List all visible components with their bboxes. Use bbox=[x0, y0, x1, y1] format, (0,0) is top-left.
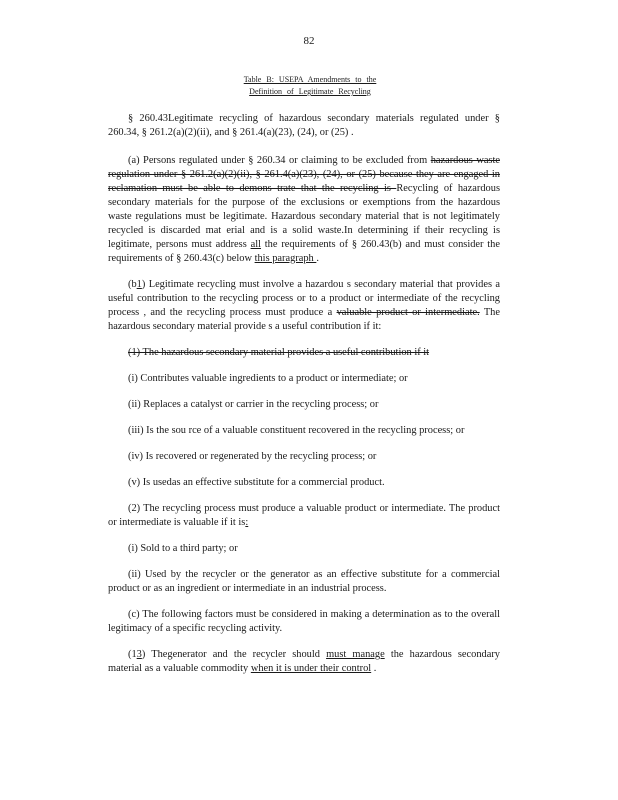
item-iii: (iii) Is the sou rce of a valuable constituent recovered in the recycling process; or bbox=[128, 425, 465, 436]
paragraph-b-text: ) Legitimate recycling must involve a hazardou s secondary material that provides a useful contribution to the recycling process or to a product or intermediate of the recycling process , and the recycling process must produce a bbox=[108, 279, 500, 318]
paragraph-a-text: (a) Persons regulated under § 260.34 or claiming to be excluded from bbox=[128, 155, 431, 166]
paragraph-2 bbox=[108, 502, 500, 530]
deleted-item-1 bbox=[108, 346, 500, 360]
paragraph-c1-open: (1 bbox=[128, 649, 137, 660]
paragraph-c1-underlined-must-manage: must manage bbox=[326, 649, 385, 660]
paragraph-c1-end: . bbox=[371, 663, 377, 674]
paragraph-c1-text: ) Thegenerator and the recycler should bbox=[141, 649, 327, 660]
item-ii: (ii) Replaces a catalyst or carrier in the recycling process; or bbox=[128, 399, 379, 410]
paragraph-c1-underlined-control: when it is under their control bbox=[250, 663, 372, 674]
paragraph-c1-underlined-3: 3 bbox=[136, 649, 142, 660]
paragraph-c1-text-2: the hazardous secondary material as a valuable commodity bbox=[108, 649, 500, 674]
paragraph-a bbox=[108, 154, 500, 266]
section-title-paragraph: § 260.43Legitimate recycling of hazardous secondary materials regulated under § 260.34, § 261.2(a)(2)(ii), and § 261.4(a)(23), (24), or (25) . bbox=[108, 113, 500, 138]
paragraph-a-end: . bbox=[316, 253, 319, 264]
item-sold: (i) Sold to a third party; or bbox=[128, 543, 238, 554]
paragraph-b bbox=[108, 278, 500, 334]
paragraph-c1 bbox=[108, 648, 500, 676]
paragraph-a-inserted-text: Recycling of hazardous secondary materials for the purpose of the exclusions or exemptions from the hazardous waste regulations must be legitimate. Hazardous secondary material that is not legitimately recycled is discarded mat erial and is a solid waste.In determining if their recycling is legitimate, persons must address bbox=[108, 183, 500, 250]
paragraph-a-text-2: the requirements of § 260.43(b) and must consider the requirements of § 260.43(c) below bbox=[108, 239, 500, 264]
paragraph-2-underlined-colon: : bbox=[245, 517, 249, 528]
paragraph-b-open: (b bbox=[128, 279, 137, 290]
paragraph-b-underlined-1: 1 bbox=[136, 279, 142, 290]
item-used: (ii) Used by the recycler or the generator as an effective substitute for a commercial product or as an ingredient or intermediate in an industrial process. bbox=[108, 569, 500, 594]
paragraph-b-deleted-text: valuable product or intermediate. bbox=[336, 307, 480, 318]
page-number: 82 bbox=[303, 35, 315, 47]
item-i: (i) Contributes valuable ingredients to a product or intermediate; or bbox=[128, 373, 408, 384]
item-v: (v) Is usedas an effective substitute for a commercial product. bbox=[128, 477, 385, 488]
deleted-item-1-text: (1) The hazardous secondary material provides a useful contribution if it bbox=[128, 347, 430, 358]
item-iv: (iv) Is recovered or regenerated by the recycling process; or bbox=[128, 451, 377, 462]
heading-line-1: Table B: USEPA Amendments to the bbox=[243, 75, 377, 84]
paragraph-c: (c) The following factors must be considered in making a determination as to the overall legitimacy of a specific recycling activity. bbox=[108, 609, 500, 634]
paragraph-b-text-2: The hazardous secondary material provide s a useful contribution if it: bbox=[108, 307, 500, 332]
paragraph-2-text: (2) The recycling process must produce a valuable product or intermediate. The product or intermediate is valuable if it is bbox=[108, 503, 500, 528]
document-body bbox=[108, 112, 500, 688]
paragraph-a-underlined-phrase: this paragraph bbox=[254, 253, 317, 264]
table-heading bbox=[212, 74, 408, 98]
paragraph-a-underlined-all: all bbox=[250, 239, 261, 250]
paragraph-a-deleted-text: hazardous waste regulation under § 261.2(a)(2)(ii), § 261.4(a)(23), (24), or (25) because they are engaged in reclamation must be able to demons trate that the recycling is bbox=[108, 155, 500, 194]
heading-line-2: Definition of Legitimate Recycling bbox=[249, 87, 371, 96]
